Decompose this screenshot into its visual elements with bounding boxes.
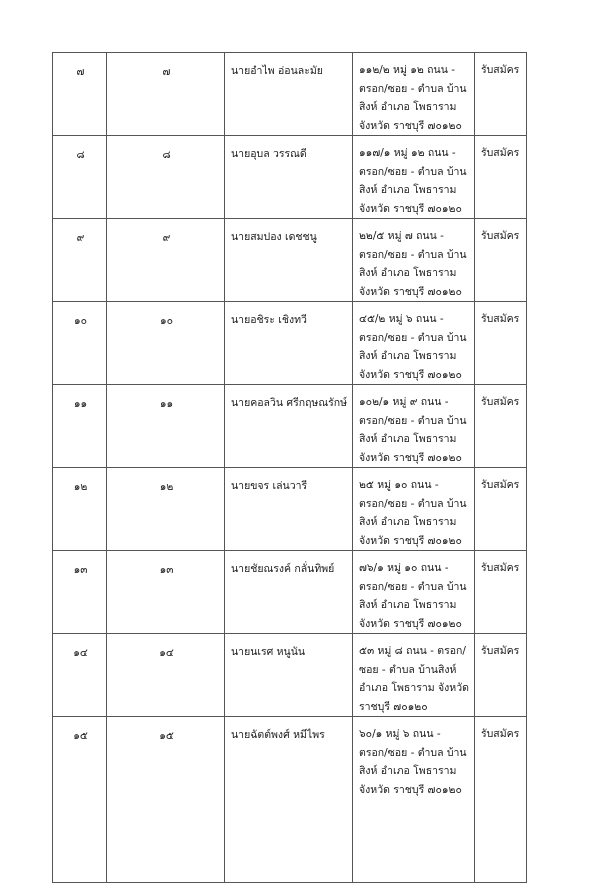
address-line: สิงห์ อำเภอ โพธาราม (359, 350, 457, 362)
row-number-cell: ๑๓ (53, 551, 107, 634)
applicant-name-cell: นายอุบล วรรณดี (225, 136, 353, 219)
address-line: ตรอก/ซอย - ตำบล บ้าน (359, 746, 467, 759)
status-cell: รับสมัคร (475, 634, 527, 717)
application-number-cell: ๑๕ (107, 717, 225, 883)
applicant-name-cell: นายฉัตต์พงศ์ หมีไพร (225, 717, 353, 883)
table-row (53, 53, 527, 136)
status-cell: รับสมัคร (475, 219, 527, 302)
address-line: จังหวัด ราชบุรี ๗๐๑๒๐ (359, 534, 462, 547)
application-number-cell: ๑๐ (107, 302, 225, 385)
table-row (53, 468, 527, 551)
address-cell (353, 385, 475, 468)
address-line: จังหวัด ราชบุรี ๗๐๑๒๐ (359, 617, 462, 630)
application-number-cell: ๑๓ (107, 551, 225, 634)
address-line: สิงห์ อำเภอ โพธาราม (359, 516, 457, 528)
address-line: จังหวัด ราชบุรี ๗๐๑๒๐ (359, 285, 462, 298)
applicant-name-cell: นายนเรศ หนูนัน (225, 634, 353, 717)
address-line: ตรอก/ซอย - ตำบล บ้าน (359, 165, 467, 178)
address-line: ๑๑๗/๑ หมู่ ๑๒ ถนน - (359, 147, 456, 159)
status-cell: รับสมัคร (475, 385, 527, 468)
address-line: ๔๕/๒ หมู่ ๖ ถนน - (359, 313, 444, 325)
application-number-cell: ๗ (107, 53, 225, 136)
address-line: สิงห์ อำเภอ โพธาราม (359, 599, 457, 611)
status-cell: รับสมัคร (475, 302, 527, 385)
address-cell (353, 136, 475, 219)
address-cell (353, 551, 475, 634)
address-line: ตรอก/ซอย - ตำบล บ้าน (359, 497, 467, 510)
row-number-cell: ๑๕ (53, 717, 107, 883)
table-row (53, 136, 527, 219)
row-number-cell: ๗ (53, 53, 107, 136)
address-line: จังหวัด ราชบุรี ๗๐๑๒๐ (359, 451, 462, 464)
address-cell (353, 468, 475, 551)
application-number-cell: ๙ (107, 219, 225, 302)
applicant-table (52, 52, 527, 883)
address-line: สิงห์ อำเภอ โพธาราม (359, 101, 457, 113)
address-line: ๕๓ หมู่ ๘ ถนน - ตรอก/ (359, 645, 466, 657)
address-line: ๑๑๒/๒ หมู่ ๑๒ ถนน - (359, 64, 455, 76)
application-number-cell: ๑๔ (107, 634, 225, 717)
status-cell: รับสมัคร (475, 717, 527, 883)
address-cell (353, 302, 475, 385)
address-cell (353, 634, 475, 717)
row-number-cell: ๙ (53, 219, 107, 302)
table-row (53, 219, 527, 302)
address-line: ๑๐๒/๑ หมู่ ๙ ถนน - (359, 396, 449, 408)
applicant-name-cell: นายอชิระ เชิงทวี (225, 302, 353, 385)
address-line: ราชบุรี ๗๐๑๒๐ (359, 700, 428, 713)
address-line: สิงห์ อำเภอ โพธาราม (359, 765, 457, 777)
applicant-name-cell: นายชัยณรงค์ กลั่นทิพย์ (225, 551, 353, 634)
address-line: จังหวัด ราชบุรี ๗๐๑๒๐ (359, 119, 462, 132)
address-line: ตรอก/ซอย - ตำบล บ้าน (359, 331, 467, 344)
row-number-cell: ๑๔ (53, 634, 107, 717)
row-number-cell: ๑๑ (53, 385, 107, 468)
table-row (53, 634, 527, 717)
address-line: ตรอก/ซอย - ตำบล บ้าน (359, 414, 467, 427)
status-cell: รับสมัคร (475, 53, 527, 136)
table-row (53, 551, 527, 634)
application-number-cell: ๑๑ (107, 385, 225, 468)
address-line: สิงห์ อำเภอ โพธาราม (359, 184, 457, 196)
address-line: สิงห์ อำเภอ โพธาราม (359, 433, 457, 445)
table-row (53, 302, 527, 385)
status-cell: รับสมัคร (475, 468, 527, 551)
address-line: ตรอก/ซอย - ตำบล บ้าน (359, 580, 467, 593)
address-line: ๒๒/๕ หมู่ ๗ ถนน - (359, 230, 444, 242)
table-row (53, 385, 527, 468)
row-number-cell: ๘ (53, 136, 107, 219)
address-line: ซอย - ตำบล บ้านสิงห์ (359, 663, 457, 676)
application-number-cell: ๑๒ (107, 468, 225, 551)
applicant-table-body (53, 53, 527, 883)
address-line: ๗๖/๑ หมู่ ๑๐ ถนน - (359, 562, 449, 574)
applicant-name-cell: นายคอลวิน ศรีกฤษณรักษ์ (225, 385, 353, 468)
status-cell: รับสมัคร (475, 551, 527, 634)
address-line: ตรอก/ซอย - ตำบล บ้าน (359, 248, 467, 261)
applicant-name-cell: นายอำไพ อ่อนละมัย (225, 53, 353, 136)
application-number-cell: ๘ (107, 136, 225, 219)
address-line: จังหวัด ราชบุรี ๗๐๑๒๐ (359, 202, 462, 215)
address-cell (353, 717, 475, 883)
address-line: สิงห์ อำเภอ โพธาราม (359, 267, 457, 279)
address-line: จังหวัด ราชบุรี ๗๐๑๒๐ (359, 783, 462, 796)
address-line: ๒๕ หมู่ ๑๐ ถนน - (359, 479, 439, 491)
address-cell (353, 53, 475, 136)
address-line: จังหวัด ราชบุรี ๗๐๑๒๐ (359, 368, 462, 381)
address-line: ๖๐/๑ หมู่ ๖ ถนน - (359, 728, 441, 740)
address-line: ตรอก/ซอย - ตำบล บ้าน (359, 82, 467, 95)
table-row (53, 717, 527, 883)
address-line: อำเภอ โพธาราม จังหวัด (359, 682, 469, 694)
row-number-cell: ๑๐ (53, 302, 107, 385)
applicant-name-cell: นายสมปอง เดชชนู (225, 219, 353, 302)
row-number-cell: ๑๒ (53, 468, 107, 551)
status-cell: รับสมัคร (475, 136, 527, 219)
address-cell (353, 219, 475, 302)
applicant-name-cell: นายขจร เล่นวารี (225, 468, 353, 551)
